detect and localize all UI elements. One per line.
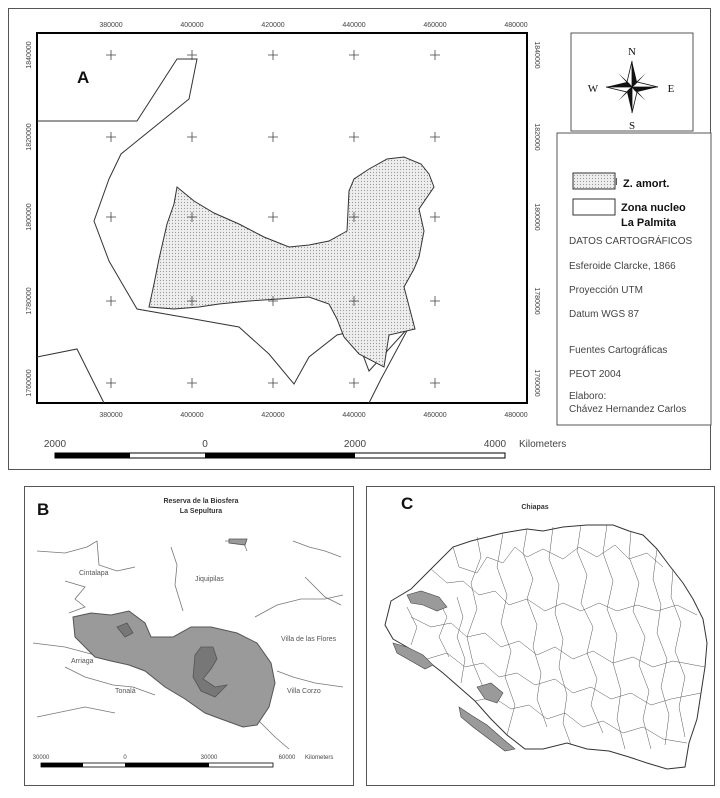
y-tick-label: 1780000 xyxy=(533,287,540,315)
panel-a-map xyxy=(8,8,711,470)
x-tick-label: 400000 xyxy=(180,412,204,419)
grid-cross xyxy=(349,132,359,142)
grid-cross xyxy=(106,212,116,222)
x-tick-label: 460000 xyxy=(423,22,447,29)
y-tick-label: 1800000 xyxy=(533,203,540,231)
compass-e: E xyxy=(667,83,675,95)
x-tick-label: 480000 xyxy=(504,22,528,29)
legend-cartographic-data: DATOS CARTOGRÁFICOS xyxy=(569,236,693,247)
legend-sources: PEOT 2004 xyxy=(569,369,622,380)
x-tick-label: 400000 xyxy=(180,22,204,29)
y-tick-label: 1820000 xyxy=(533,123,540,151)
y-tick-label: 1800000 xyxy=(26,203,33,231)
grid-cross xyxy=(268,132,278,142)
town-label: Arriaga xyxy=(71,658,94,665)
legend-projection: Proyección UTM xyxy=(569,285,643,296)
grid-cross xyxy=(187,378,197,388)
y-tick-label: 1820000 xyxy=(26,123,33,151)
chiapas-outline xyxy=(385,525,707,769)
panel-b-title-2: La Sepultura xyxy=(179,508,223,515)
boundary-line xyxy=(37,349,104,403)
scale-bar-a xyxy=(55,453,505,458)
y-tick-label: 1760000 xyxy=(533,369,540,397)
grid-cross xyxy=(430,378,440,388)
grid-cross xyxy=(349,50,359,60)
scale-label: 2000 xyxy=(343,439,367,450)
panel-b-map xyxy=(24,486,354,786)
panel-label-b: B xyxy=(37,500,50,519)
grid-cross xyxy=(268,50,278,60)
grid-cross xyxy=(430,296,440,306)
x-tick-label: 460000 xyxy=(423,412,447,419)
legend-ellipsoid: Esferoide Clarcke, 1866 xyxy=(569,261,676,272)
panel-b-title-1: Reserva de la Biosfera xyxy=(163,498,239,505)
compass-s: S xyxy=(628,120,636,132)
grid-cross xyxy=(268,212,278,222)
panel-c-title: Chiapas xyxy=(521,504,549,511)
legend-core-line1: Zona nucleo xyxy=(621,202,686,214)
legend-swatch-core xyxy=(573,199,615,215)
compass-n: N xyxy=(628,46,636,58)
grid-cross xyxy=(268,378,278,388)
legend-sources-title: Fuentes Cartográficas xyxy=(569,345,668,356)
map-frame xyxy=(37,33,527,403)
legend-made-by-label: Elaboro: xyxy=(569,391,607,402)
y-tick-label: 1840000 xyxy=(26,41,33,69)
town-label: Cintalapa xyxy=(79,570,109,577)
scale-label: 0 xyxy=(202,439,208,450)
scale-label: 2000 xyxy=(43,439,67,450)
legend-swatch-buffer xyxy=(573,173,615,189)
panel-a-svg xyxy=(9,9,712,471)
scale-label: 60000 xyxy=(278,755,296,761)
reserve-polygon xyxy=(73,611,275,727)
scale-label: 4000 xyxy=(483,439,507,450)
legend-buffer-mark: I xyxy=(615,177,618,188)
scale-bar-b xyxy=(41,763,273,767)
grid-cross xyxy=(106,50,116,60)
x-tick-label: 440000 xyxy=(342,412,366,419)
x-tick-label: 480000 xyxy=(504,412,528,419)
grid-cross xyxy=(430,50,440,60)
legend-core-line2: La Palmita xyxy=(621,217,677,229)
panel-label-c: C xyxy=(401,494,414,513)
scale-label: 0 xyxy=(123,755,127,761)
grid-cross xyxy=(430,132,440,142)
x-tick-label: 440000 xyxy=(342,22,366,29)
legend-datum: Datum WGS 87 xyxy=(569,309,640,320)
y-tick-label: 1780000 xyxy=(26,287,33,315)
scale-label: 30000 xyxy=(200,755,218,761)
x-tick-label: 380000 xyxy=(99,22,123,29)
grid-cross xyxy=(106,378,116,388)
scale-unit: Kilometers xyxy=(519,439,567,450)
grid-cross xyxy=(187,132,197,142)
panel-c-map xyxy=(366,486,715,786)
town-label: Villa Corzo xyxy=(287,688,321,695)
grid-cross xyxy=(106,296,116,306)
y-tick-label: 1840000 xyxy=(533,41,540,69)
panel-label-a: A xyxy=(77,68,90,87)
reserve-fragment xyxy=(229,539,247,545)
legend-made-by-name: Chávez Hernandez Carlos xyxy=(569,404,687,415)
town-label: Jiquipilas xyxy=(195,576,224,583)
grid-cross xyxy=(430,212,440,222)
panel-c-svg xyxy=(367,487,716,787)
x-tick-label: 420000 xyxy=(261,412,285,419)
core-zone-polygon xyxy=(149,157,434,367)
grid-cross xyxy=(349,378,359,388)
scale-label: 30000 xyxy=(32,755,50,761)
compass-w: W xyxy=(587,83,599,95)
scale-unit: Kilometers xyxy=(305,755,334,761)
grid-cross xyxy=(106,132,116,142)
x-tick-label: 420000 xyxy=(261,22,285,29)
y-tick-label: 1760000 xyxy=(26,369,33,397)
panel-b-svg xyxy=(25,487,355,787)
town-label: Tonalá xyxy=(115,688,136,695)
town-label: Villa de las Flores xyxy=(281,636,337,643)
x-tick-label: 380000 xyxy=(99,412,123,419)
legend-buffer-label: Z. amort. xyxy=(623,178,670,190)
